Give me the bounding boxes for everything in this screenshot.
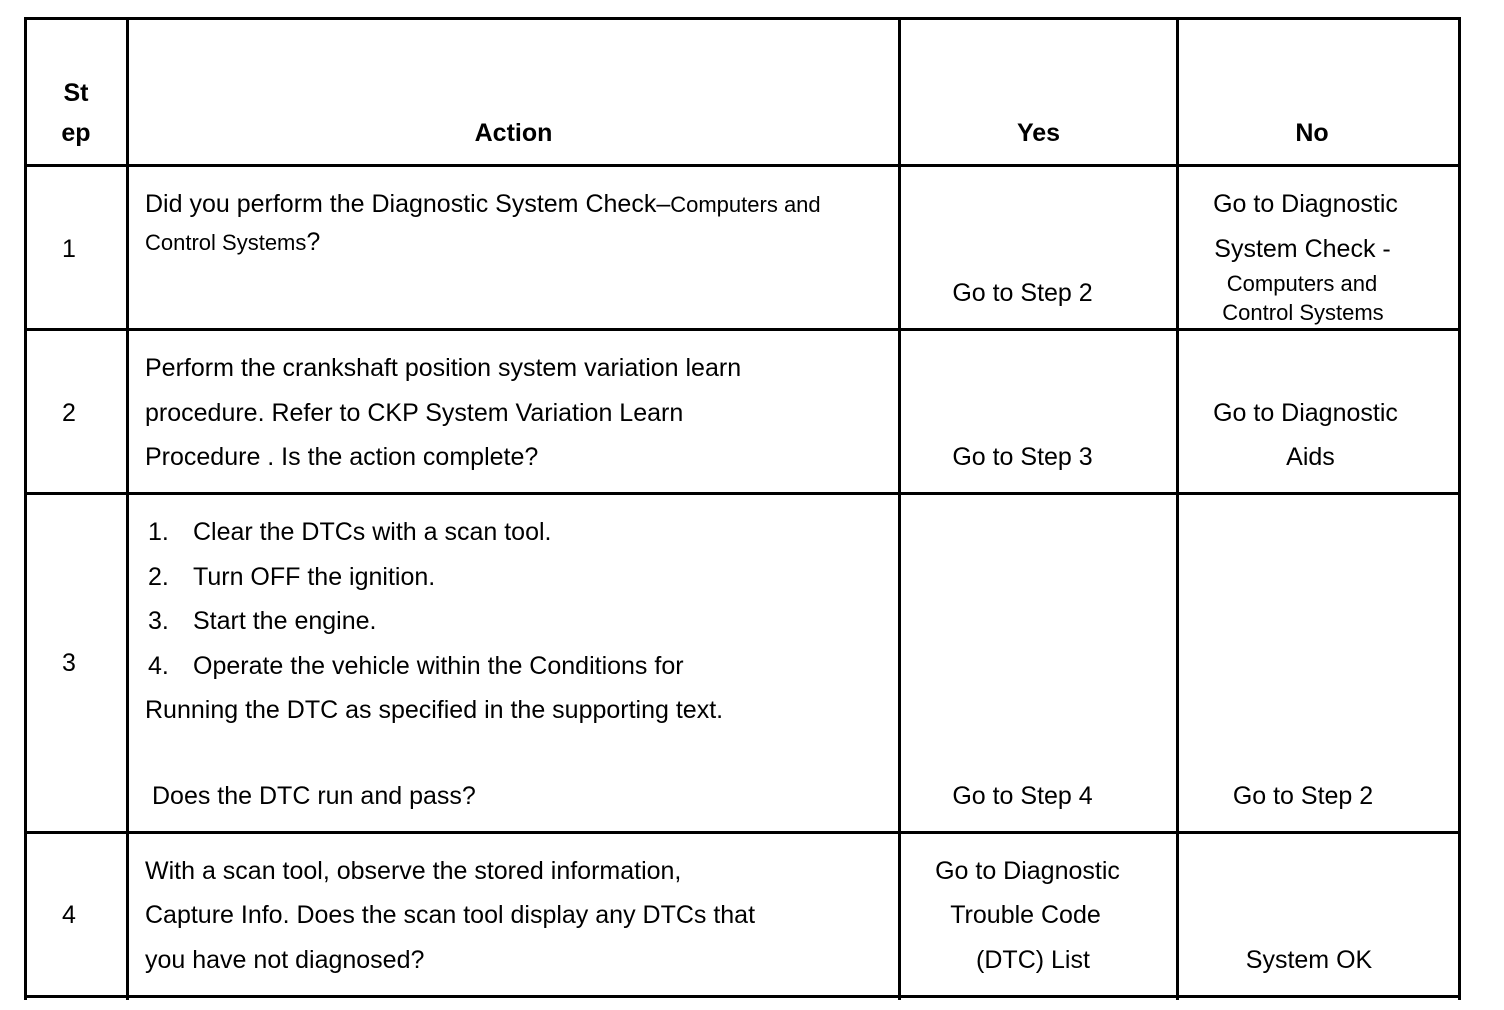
row1-action-main: Did you perform the Diagnostic System Check — [145, 190, 657, 218]
table-border-top — [24, 17, 1461, 20]
row3-no: Go to Step 2 — [1232, 782, 1374, 810]
row-divider-1 — [24, 328, 1461, 331]
row1-no-line1: Go to Diagnostic — [1213, 190, 1398, 218]
row3-item-2-text: Turn OFF the ignition. — [193, 563, 436, 591]
row2-yes: Go to Step 3 — [952, 443, 1093, 471]
row4-yes-line2: Trouble Code — [950, 901, 1101, 929]
row3-item-1-text: Clear the DTCs with a scan tool. — [193, 518, 552, 546]
row-divider-2 — [24, 492, 1461, 495]
row3-item-4-text: Operate the vehicle within the Conditions for — [193, 652, 684, 680]
row1-action-small2: Control Systems — [145, 230, 307, 255]
row3-yes: Go to Step 4 — [952, 782, 1093, 810]
row3-question: Does the DTC run and pass? — [152, 782, 476, 810]
row2-no-line2: Aids — [1286, 443, 1335, 471]
row4-action-line2: Capture Info. Does the scan tool display any DTCs that — [145, 901, 756, 929]
row3-action-continued: Running the DTC as specified in the supporting text. — [145, 696, 724, 724]
row4-step: 4 — [62, 901, 76, 929]
header-step-line2: ep — [61, 119, 91, 147]
row4-action-line3: you have not diagnosed? — [145, 946, 425, 974]
row4-yes-line1: Go to Diagnostic — [935, 857, 1120, 885]
row1-action-dash: – — [656, 190, 671, 218]
row4-action-line1: With a scan tool, observe the stored information, — [145, 857, 682, 885]
row3-item-2-num: 2. — [148, 563, 169, 591]
header-action: Action — [474, 119, 553, 147]
row1-action-question: ? — [306, 228, 321, 256]
row2-no-line1: Go to Diagnostic — [1213, 399, 1398, 427]
row1-no-line4: Control Systems — [1222, 300, 1384, 325]
row3-item-1-num: 1. — [148, 518, 169, 546]
row2-action-line1: Perform the crankshaft position system variation learn — [145, 354, 742, 382]
header-step-line1: St — [63, 79, 89, 107]
header-no: No — [1295, 119, 1329, 147]
header-yes: Yes — [1016, 119, 1061, 147]
row1-step: 1 — [62, 235, 76, 263]
row-divider-header — [24, 164, 1461, 167]
row2-step: 2 — [62, 399, 76, 427]
table-border-bottom — [24, 995, 1461, 998]
row3-step: 3 — [62, 649, 76, 677]
row-divider-3 — [24, 831, 1461, 834]
row3-item-3-num: 3. — [148, 607, 169, 635]
row4-no: System OK — [1245, 946, 1373, 974]
row2-action-line2: procedure. Refer to CKP System Variation Learn — [145, 399, 684, 427]
row1-action-small1: Computers and — [670, 192, 821, 217]
row1-no-line3: Computers and — [1226, 271, 1378, 296]
row3-item-3-text: Start the engine. — [193, 607, 377, 635]
row1-no-line2: System Check - — [1214, 235, 1391, 263]
row4-yes-line3: (DTC) List — [976, 946, 1090, 974]
row1-action-line2 — [145, 220, 320, 265]
row3-item-4-num: 4. — [148, 652, 169, 680]
row1-yes: Go to Step 2 — [952, 279, 1093, 307]
row2-action-line3: Procedure . Is the action complete? — [145, 443, 539, 471]
